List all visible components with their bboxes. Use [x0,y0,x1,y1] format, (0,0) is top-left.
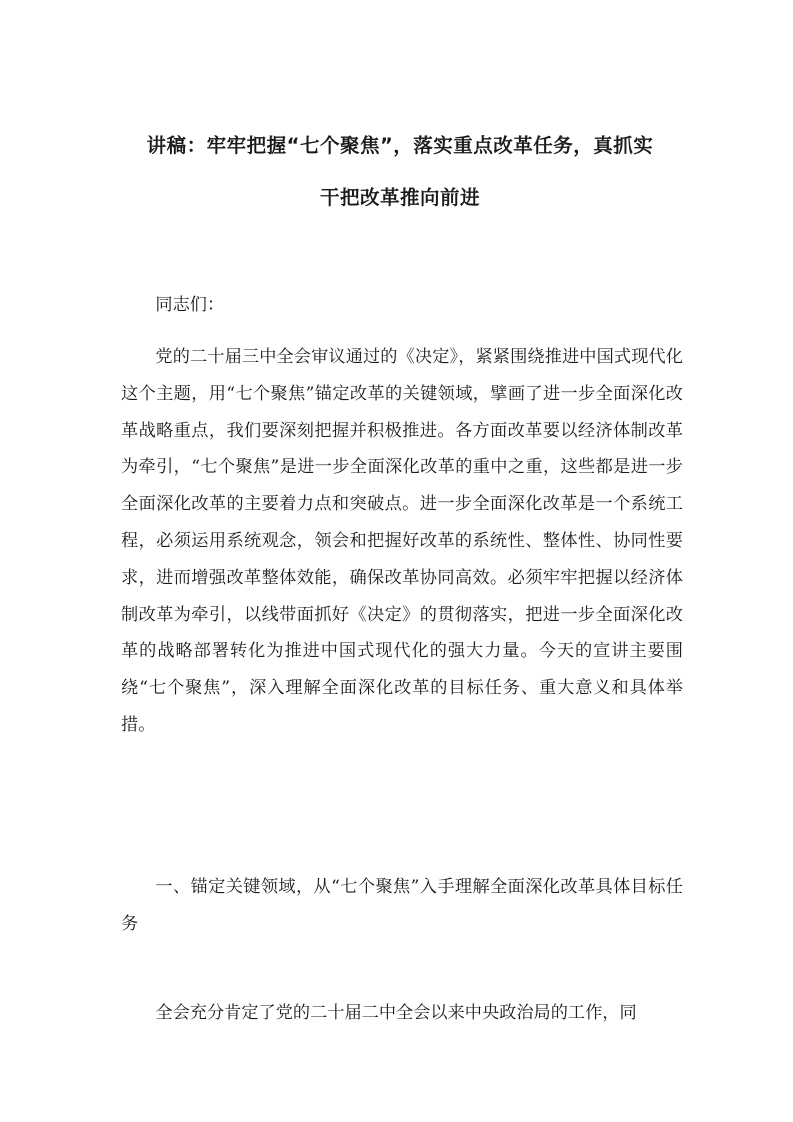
salutation: 同志们： [155,295,225,315]
document-title-line-2: 干把改革推向前进 [319,186,480,209]
document-title-line-1: 讲稿：牢牢把握“七个聚焦”，落实重点改革任务，真抓实 [146,134,654,157]
body-paragraph-1: 党的二十届三中全会审议通过的《决定》，紧紧围绕推进中国式现代化这个主题，用“七个聚焦”锚定改革的关键领域，擘画了进一步全面深化改革战略重点，我们要深刻把握并积极推进。各方面改革要以经济体制改革为牵引，“七个聚焦”是进一步全面深化改革的重中之重，这些都是进一步全面深化改革的主要着力点和突破点。进一步全面深化改革是一个系统工程，必须运用系统观念，领会和把握好改革的系统性、整体性、协同性要求，进而增强改革整体效能，确保改革协同高效。必须牢牢把握以经济体制改革为牵引，以线带面抓好《决定》的贯彻落实，把进一步全面深化改革的战略部署转化为推进中国式现代化的强大力量。今天的宣讲主要围绕“七个聚焦”，深入理解全面深化改革的目标任务、重大意义和具体举措。 [121,347,683,735]
body-paragraph-2: 全会充分肯定了党的二十届二中全会以来中央政治局的工作，同 [155,1003,637,1023]
section-heading-1: 一、锚定关键领域，从“七个聚焦”入手理解全面深化改革具体目标任务 [121,877,683,934]
